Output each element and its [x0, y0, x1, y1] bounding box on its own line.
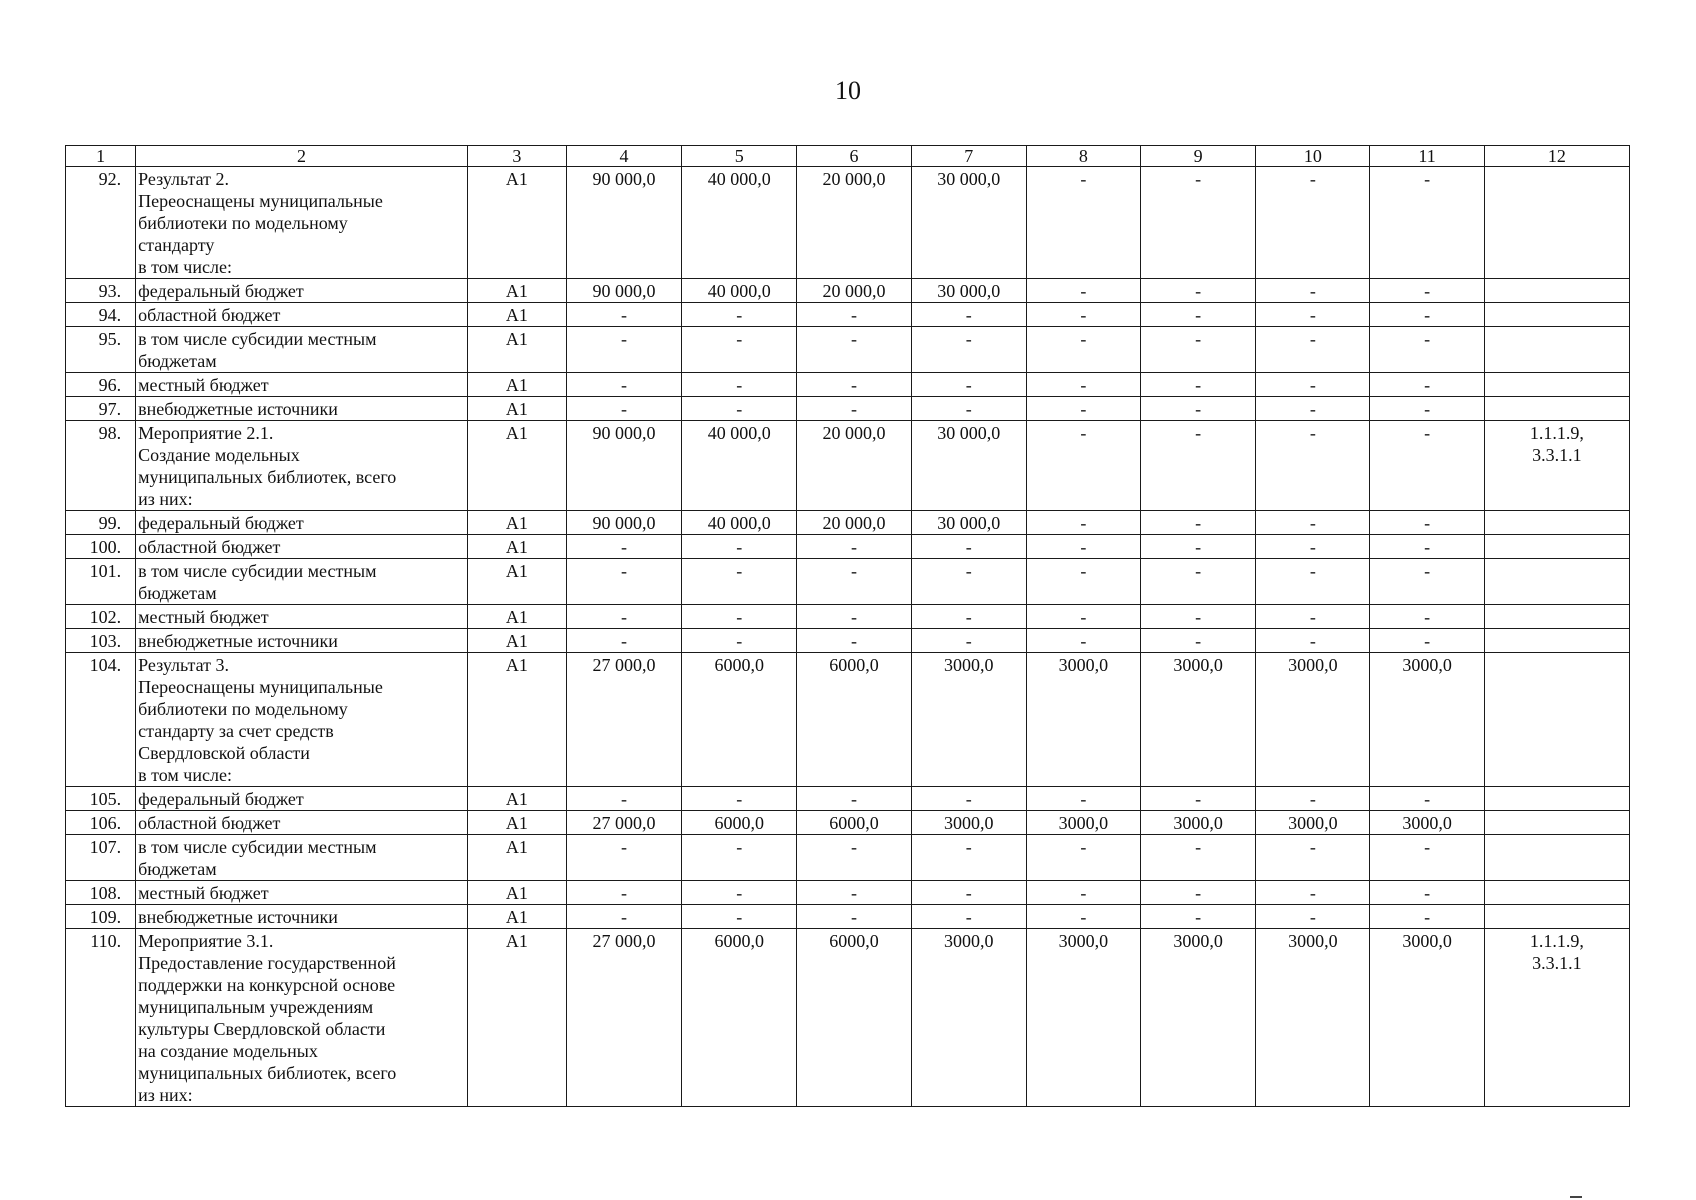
row-note-cell — [1484, 787, 1629, 811]
row-value-cell: 3000,0 — [911, 929, 1026, 1107]
row-note-cell — [1484, 559, 1629, 605]
row-value-cell: - — [797, 629, 911, 653]
row-name-cell: в том числе субсидии местным бюджетам — [136, 835, 468, 881]
row-name-cell: местный бюджет — [136, 605, 468, 629]
header-cell: 9 — [1141, 146, 1256, 167]
row-value-cell: - — [1141, 327, 1256, 373]
row-value-cell: - — [1141, 629, 1256, 653]
row-value-cell: - — [1026, 535, 1140, 559]
row-value-cell: - — [566, 535, 681, 559]
row-value-cell: 27 000,0 — [566, 811, 681, 835]
row-value-cell: - — [1370, 511, 1484, 535]
row-value-cell: - — [1370, 629, 1484, 653]
table-header-row — [66, 146, 1630, 167]
table-row — [66, 167, 1630, 279]
row-code-cell: А1 — [467, 811, 566, 835]
row-value-cell: - — [1256, 605, 1370, 629]
row-value-cell: - — [797, 535, 911, 559]
row-value-cell: - — [566, 373, 681, 397]
header-cell: 8 — [1026, 146, 1140, 167]
row-value-cell: - — [682, 905, 797, 929]
row-name-cell: в том числе субсидии местным бюджетам — [136, 559, 468, 605]
row-value-cell: - — [1370, 397, 1484, 421]
row-number-cell: 108. — [66, 881, 136, 905]
row-value-cell: 6000,0 — [797, 811, 911, 835]
row-value-cell: 30 000,0 — [911, 421, 1026, 511]
row-name-cell: внебюджетные источники — [136, 629, 468, 653]
row-value-cell: - — [797, 559, 911, 605]
row-value-cell: - — [1026, 279, 1140, 303]
row-number-cell: 107. — [66, 835, 136, 881]
row-name-cell: местный бюджет — [136, 881, 468, 905]
table-row — [66, 535, 1630, 559]
row-value-cell: - — [1370, 303, 1484, 327]
header-cell: 1 — [66, 146, 136, 167]
row-value-cell: - — [1026, 629, 1140, 653]
row-name-cell: Результат 2. Переоснащены муниципальные библиотеки по модельному стандарту в том числе: — [136, 167, 468, 279]
row-value-cell: - — [1141, 835, 1256, 881]
table-row — [66, 397, 1630, 421]
row-number-cell: 106. — [66, 811, 136, 835]
row-value-cell: - — [797, 835, 911, 881]
row-note-cell — [1484, 535, 1629, 559]
header-cell: 3 — [467, 146, 566, 167]
row-value-cell: 3000,0 — [1256, 811, 1370, 835]
row-value-cell: - — [682, 605, 797, 629]
row-value-cell: 40 000,0 — [682, 511, 797, 535]
row-value-cell: 3000,0 — [1026, 653, 1140, 787]
row-value-cell: - — [797, 303, 911, 327]
row-number-cell: 103. — [66, 629, 136, 653]
row-value-cell: 3000,0 — [911, 653, 1026, 787]
row-number-cell: 105. — [66, 787, 136, 811]
table-row — [66, 421, 1630, 511]
row-code-cell: А1 — [467, 653, 566, 787]
row-value-cell: - — [1370, 905, 1484, 929]
header-cell: 7 — [911, 146, 1026, 167]
row-value-cell: - — [682, 535, 797, 559]
row-note-cell — [1484, 653, 1629, 787]
table-row — [66, 605, 1630, 629]
row-value-cell: - — [1141, 421, 1256, 511]
row-value-cell: 20 000,0 — [797, 511, 911, 535]
row-value-cell: - — [566, 397, 681, 421]
row-value-cell: - — [566, 303, 681, 327]
table-row — [66, 279, 1630, 303]
header-cell: 11 — [1370, 146, 1484, 167]
row-name-cell: областной бюджет — [136, 811, 468, 835]
row-name-cell: внебюджетные источники — [136, 905, 468, 929]
row-value-cell: 6000,0 — [682, 811, 797, 835]
row-value-cell: - — [682, 629, 797, 653]
table-row — [66, 835, 1630, 881]
row-value-cell: - — [1370, 327, 1484, 373]
table-row — [66, 303, 1630, 327]
row-code-cell: А1 — [467, 605, 566, 629]
row-value-cell: - — [1141, 787, 1256, 811]
row-value-cell: - — [1026, 605, 1140, 629]
row-name-cell: Результат 3. Переоснащены муниципальные библиотеки по модельному стандарту за счет средств Свердловской области в том числе: — [136, 653, 468, 787]
row-code-cell: А1 — [467, 279, 566, 303]
row-value-cell: - — [682, 881, 797, 905]
row-value-cell: - — [1256, 881, 1370, 905]
row-value-cell: - — [566, 835, 681, 881]
header-cell: 6 — [797, 146, 911, 167]
row-number-cell: 92. — [66, 167, 136, 279]
row-code-cell: А1 — [467, 511, 566, 535]
row-value-cell: - — [797, 881, 911, 905]
header-cell: 2 — [136, 146, 468, 167]
table-row — [66, 905, 1630, 929]
row-value-cell: - — [911, 397, 1026, 421]
row-note-cell — [1484, 303, 1629, 327]
row-value-cell: - — [1141, 511, 1256, 535]
row-value-cell: 6000,0 — [682, 653, 797, 787]
row-value-cell: - — [682, 303, 797, 327]
row-value-cell: 3000,0 — [1026, 929, 1140, 1107]
row-value-cell: - — [682, 327, 797, 373]
row-value-cell: - — [1370, 559, 1484, 605]
table-row — [66, 787, 1630, 811]
row-note-cell — [1484, 881, 1629, 905]
row-code-cell: А1 — [467, 835, 566, 881]
row-note-cell — [1484, 629, 1629, 653]
row-note-cell — [1484, 167, 1629, 279]
table-row — [66, 653, 1630, 787]
row-value-cell: - — [566, 629, 681, 653]
header-cell: 12 — [1484, 146, 1629, 167]
row-note-cell — [1484, 835, 1629, 881]
header-cell: 10 — [1256, 146, 1370, 167]
row-name-cell: местный бюджет — [136, 373, 468, 397]
row-value-cell: - — [1141, 279, 1256, 303]
row-value-cell: - — [566, 787, 681, 811]
header-cell: 4 — [566, 146, 681, 167]
row-value-cell: - — [1141, 373, 1256, 397]
row-name-cell: федеральный бюджет — [136, 511, 468, 535]
row-value-cell: - — [797, 787, 911, 811]
row-value-cell: - — [911, 835, 1026, 881]
row-value-cell: - — [1141, 881, 1256, 905]
row-value-cell: 30 000,0 — [911, 167, 1026, 279]
row-value-cell: - — [566, 327, 681, 373]
row-note-cell — [1484, 373, 1629, 397]
row-value-cell: - — [1370, 167, 1484, 279]
row-name-cell: внебюджетные источники — [136, 397, 468, 421]
table-row — [66, 629, 1630, 653]
row-number-cell: 109. — [66, 905, 136, 929]
row-value-cell: - — [1256, 835, 1370, 881]
row-value-cell: 30 000,0 — [911, 511, 1026, 535]
row-number-cell: 104. — [66, 653, 136, 787]
row-value-cell: - — [1026, 835, 1140, 881]
row-value-cell: - — [1141, 535, 1256, 559]
table-row — [66, 881, 1630, 905]
row-code-cell: А1 — [467, 167, 566, 279]
row-number-cell: 93. — [66, 279, 136, 303]
row-value-cell: 40 000,0 — [682, 279, 797, 303]
row-value-cell: - — [1141, 559, 1256, 605]
row-value-cell: - — [1026, 373, 1140, 397]
row-name-cell: областной бюджет — [136, 303, 468, 327]
header-cell: 5 — [682, 146, 797, 167]
row-value-cell: 27 000,0 — [566, 929, 681, 1107]
row-code-cell: А1 — [467, 535, 566, 559]
row-number-cell: 110. — [66, 929, 136, 1107]
row-value-cell: - — [797, 327, 911, 373]
row-note-cell — [1484, 811, 1629, 835]
budget-table — [65, 145, 1630, 1107]
row-value-cell: - — [1026, 421, 1140, 511]
row-name-cell: федеральный бюджет — [136, 279, 468, 303]
row-code-cell: А1 — [467, 397, 566, 421]
row-value-cell: - — [1026, 397, 1140, 421]
table-body — [66, 146, 1630, 1107]
row-value-cell: - — [1026, 327, 1140, 373]
row-value-cell: - — [1141, 303, 1256, 327]
row-value-cell: - — [682, 397, 797, 421]
row-value-cell: - — [1256, 397, 1370, 421]
row-value-cell: - — [682, 787, 797, 811]
row-value-cell: - — [566, 605, 681, 629]
row-value-cell: - — [1256, 279, 1370, 303]
row-name-cell: областной бюджет — [136, 535, 468, 559]
row-code-cell: А1 — [467, 421, 566, 511]
row-value-cell: 3000,0 — [1370, 653, 1484, 787]
table-row — [66, 559, 1630, 605]
row-value-cell: - — [1370, 421, 1484, 511]
row-number-cell: 100. — [66, 535, 136, 559]
row-value-cell: - — [797, 373, 911, 397]
row-number-cell: 102. — [66, 605, 136, 629]
row-value-cell: - — [1256, 559, 1370, 605]
row-value-cell: 3000,0 — [1370, 811, 1484, 835]
row-value-cell: 30 000,0 — [911, 279, 1026, 303]
row-value-cell: - — [911, 373, 1026, 397]
row-value-cell: 20 000,0 — [797, 421, 911, 511]
scan-mark — [1570, 1196, 1582, 1198]
row-code-cell: А1 — [467, 629, 566, 653]
table-row — [66, 373, 1630, 397]
row-value-cell: - — [1026, 167, 1140, 279]
row-note-cell — [1484, 905, 1629, 929]
row-code-cell: А1 — [467, 373, 566, 397]
row-value-cell: 6000,0 — [797, 929, 911, 1107]
row-note-cell: 1.1.1.9, 3.3.1.1 — [1484, 421, 1629, 511]
table-row — [66, 929, 1630, 1107]
row-value-cell: - — [1141, 397, 1256, 421]
row-value-cell: - — [1370, 605, 1484, 629]
row-name-cell: Мероприятие 3.1. Предоставление государственной поддержки на конкурсной основе муниципальным учреждениям культуры Свердловской области на создание модельных муниципальных библиотек, всего из них: — [136, 929, 468, 1107]
row-code-cell: А1 — [467, 881, 566, 905]
row-value-cell: - — [682, 559, 797, 605]
row-number-cell: 101. — [66, 559, 136, 605]
row-value-cell: - — [911, 881, 1026, 905]
row-code-cell: А1 — [467, 929, 566, 1107]
row-note-cell — [1484, 279, 1629, 303]
row-value-cell: 3000,0 — [1141, 653, 1256, 787]
row-value-cell: - — [566, 559, 681, 605]
row-value-cell: - — [797, 605, 911, 629]
row-value-cell: 20 000,0 — [797, 279, 911, 303]
row-code-cell: А1 — [467, 303, 566, 327]
row-number-cell: 94. — [66, 303, 136, 327]
row-code-cell: А1 — [467, 905, 566, 929]
row-value-cell: - — [911, 303, 1026, 327]
row-value-cell: - — [1256, 629, 1370, 653]
row-name-cell: Мероприятие 2.1. Создание модельных муниципальных библиотек, всего из них: — [136, 421, 468, 511]
row-number-cell: 95. — [66, 327, 136, 373]
row-number-cell: 98. — [66, 421, 136, 511]
row-value-cell: 3000,0 — [1256, 653, 1370, 787]
row-value-cell: - — [1141, 167, 1256, 279]
row-note-cell — [1484, 511, 1629, 535]
row-note-cell — [1484, 327, 1629, 373]
row-value-cell: 3000,0 — [1141, 929, 1256, 1107]
row-value-cell: - — [911, 605, 1026, 629]
row-name-cell: в том числе субсидии местным бюджетам — [136, 327, 468, 373]
row-value-cell: - — [911, 559, 1026, 605]
row-value-cell: 90 000,0 — [566, 511, 681, 535]
row-code-cell: А1 — [467, 327, 566, 373]
row-value-cell: - — [566, 905, 681, 929]
row-note-cell — [1484, 397, 1629, 421]
row-value-cell: - — [566, 881, 681, 905]
row-code-cell: А1 — [467, 559, 566, 605]
row-value-cell: 27 000,0 — [566, 653, 681, 787]
row-note-cell — [1484, 605, 1629, 629]
row-value-cell: - — [1256, 511, 1370, 535]
row-value-cell: 6000,0 — [797, 653, 911, 787]
row-value-cell: - — [1256, 535, 1370, 559]
row-value-cell: 3000,0 — [911, 811, 1026, 835]
row-value-cell: 3000,0 — [1026, 811, 1140, 835]
row-value-cell: 40 000,0 — [682, 421, 797, 511]
row-value-cell: - — [1141, 605, 1256, 629]
row-value-cell: - — [1370, 835, 1484, 881]
row-value-cell: - — [1256, 327, 1370, 373]
row-value-cell: - — [1026, 787, 1140, 811]
row-name-cell: федеральный бюджет — [136, 787, 468, 811]
row-value-cell: - — [682, 835, 797, 881]
row-value-cell: - — [1026, 511, 1140, 535]
row-value-cell: - — [911, 787, 1026, 811]
table-row — [66, 511, 1630, 535]
row-value-cell: 3000,0 — [1370, 929, 1484, 1107]
row-value-cell: - — [1370, 373, 1484, 397]
row-value-cell: - — [1141, 905, 1256, 929]
row-value-cell: - — [1026, 905, 1140, 929]
table-row — [66, 811, 1630, 835]
row-value-cell: - — [1370, 787, 1484, 811]
row-note-cell: 1.1.1.9, 3.3.1.1 — [1484, 929, 1629, 1107]
row-value-cell: 40 000,0 — [682, 167, 797, 279]
row-number-cell: 97. — [66, 397, 136, 421]
row-value-cell: - — [1256, 167, 1370, 279]
row-value-cell: 90 000,0 — [566, 279, 681, 303]
row-value-cell: 6000,0 — [682, 929, 797, 1107]
row-value-cell: - — [911, 905, 1026, 929]
row-value-cell: - — [1256, 421, 1370, 511]
row-value-cell: 3000,0 — [1141, 811, 1256, 835]
row-value-cell: - — [1026, 559, 1140, 605]
row-value-cell: - — [797, 397, 911, 421]
row-value-cell: - — [911, 535, 1026, 559]
row-value-cell: 90 000,0 — [566, 167, 681, 279]
row-number-cell: 99. — [66, 511, 136, 535]
table-row — [66, 327, 1630, 373]
row-value-cell: - — [1256, 905, 1370, 929]
row-value-cell: - — [1256, 787, 1370, 811]
row-value-cell: - — [911, 629, 1026, 653]
row-value-cell: 90 000,0 — [566, 421, 681, 511]
row-value-cell: - — [797, 905, 911, 929]
row-value-cell: - — [1256, 303, 1370, 327]
page-number: 10 — [835, 76, 861, 105]
row-value-cell: 3000,0 — [1256, 929, 1370, 1107]
row-value-cell: - — [911, 327, 1026, 373]
row-value-cell: - — [1370, 279, 1484, 303]
row-code-cell: А1 — [467, 787, 566, 811]
row-value-cell: 20 000,0 — [797, 167, 911, 279]
row-number-cell: 96. — [66, 373, 136, 397]
row-value-cell: - — [1370, 881, 1484, 905]
row-value-cell: - — [1026, 303, 1140, 327]
row-value-cell: - — [1256, 373, 1370, 397]
row-value-cell: - — [1026, 881, 1140, 905]
row-value-cell: - — [1370, 535, 1484, 559]
row-value-cell: - — [682, 373, 797, 397]
